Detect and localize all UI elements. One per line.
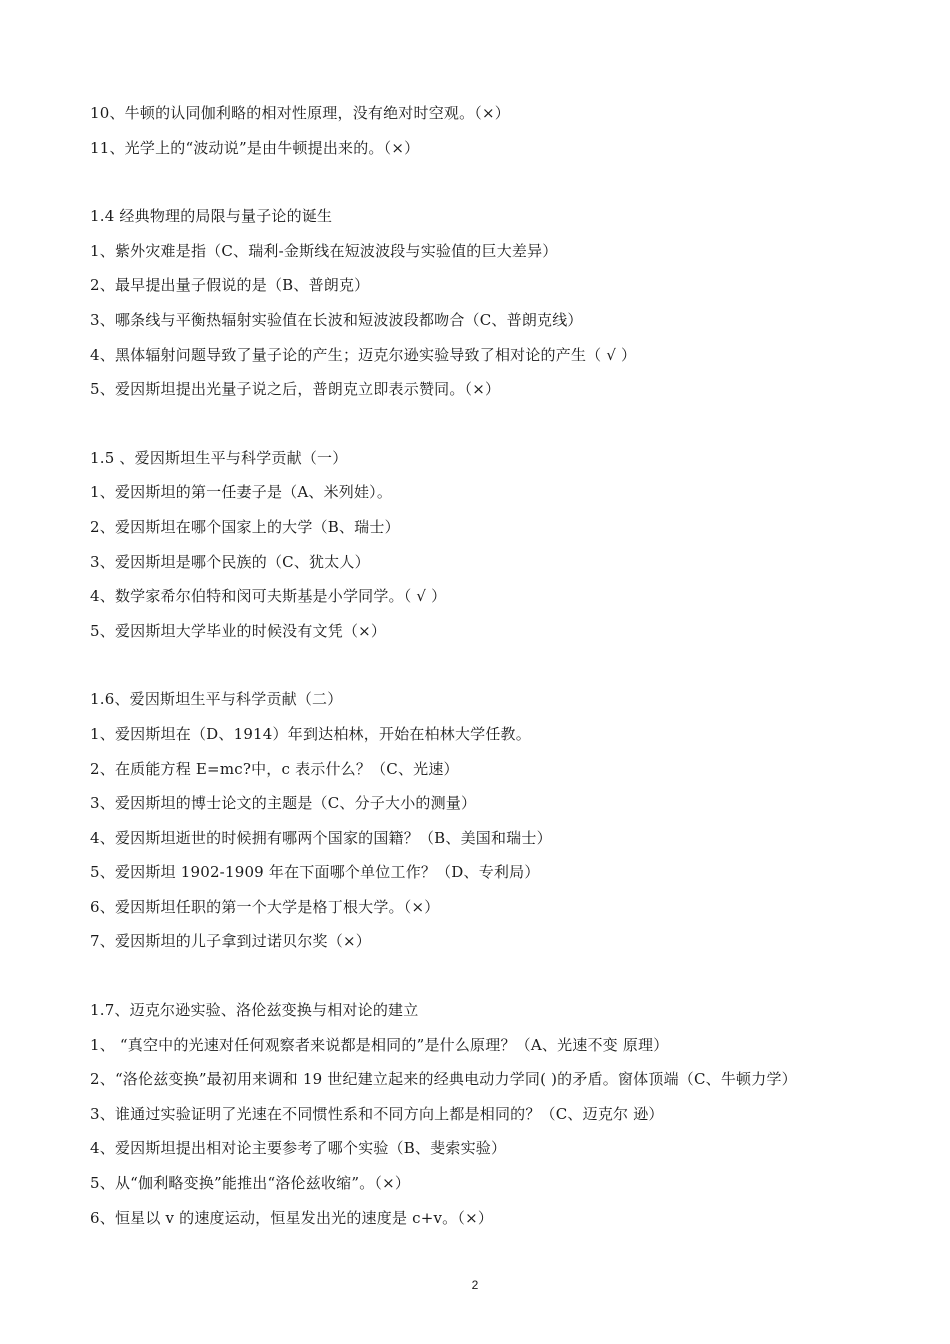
list-item: 4、爱因斯坦逝世的时候拥有哪两个国家的国籍？（B、美国和瑞士） <box>90 828 552 847</box>
list-item: 3、爱因斯坦的博士论文的主题是（C、分子大小的测量） <box>90 794 477 813</box>
list-item: 2、“洛伦兹变换”最初用来调和 19 世纪建立起来的经典电动力学同( )的矛盾。窗体顶端（C、牛顿力学） <box>90 1070 797 1089</box>
list-item: 6、恒星以 v 的速度运动，恒星发出光的速度是 c+v。（×） <box>90 1208 494 1227</box>
list-item: 4、爱因斯坦提出相对论主要参考了哪个实验（B、斐索实验） <box>90 1139 507 1158</box>
list-item: 2、爱因斯坦在哪个国家上的大学（B、瑞士） <box>90 517 400 536</box>
list-item: 5、爱因斯坦 1902-1909 年在下面哪个单位工作？（D、专利局） <box>90 863 540 882</box>
list-item: 1、 “真空中的光速对任何观察者来说都是相同的”是什么原理？（A、光速不变 原理） <box>90 1035 669 1054</box>
list-item: 10、牛顿的认同伽利略的相对性原理，没有绝对时空观。（×） <box>90 104 510 122</box>
list-item: 1、爱因斯坦的第一任妻子是（A、米列娃）。 <box>90 483 393 502</box>
list-item: 1、爱因斯坦在（D、1914）年到达柏林，开始在柏林大学任教。 <box>90 724 531 743</box>
list-item: 3、爱因斯坦是哪个民族的（C、犹太人） <box>90 552 370 571</box>
list-item: 2、在质能方程 E=mc?中，c 表示什么？（C、光速） <box>90 759 459 778</box>
section-1-4 <box>90 199 880 407</box>
list-item: 4、黑体辐射问题导致了量子论的产生；迈克尔逊实验导致了相对论的产生（ √ ） <box>90 345 637 364</box>
section-heading: 1.5 、爱因斯坦生平与科学贡献（一） <box>90 448 348 467</box>
list-item: 6、爱因斯坦任职的第一个大学是格丁根大学。（×） <box>90 897 440 916</box>
document-body <box>90 96 880 1235</box>
list-item: 5、从“伽利略变换”能推出“洛伦兹收缩”。（×） <box>90 1174 411 1193</box>
list-item: 2、最早提出量子假说的是（B、普朗克） <box>90 276 370 295</box>
list-item: 7、爱因斯坦的儿子拿到过诺贝尔奖（×） <box>90 932 371 951</box>
list-item: 5、爱因斯坦提出光量子说之后，普朗克立即表示赞同。（×） <box>90 380 501 399</box>
page-number: 2 <box>471 1278 479 1292</box>
list-item: 3、哪条线与平衡热辐射实验值在长波和短波波段都吻合（C、普朗克线） <box>90 310 583 329</box>
section-1-6 <box>90 682 880 959</box>
section-heading: 1.6、爱因斯坦生平与科学贡献（二） <box>90 690 343 709</box>
section-continuation <box>90 96 880 165</box>
section-1-7 <box>90 993 880 1235</box>
list-item: 11、光学上的“波动说”是由牛顿提出来的。（×） <box>90 138 420 157</box>
list-item: 1、紫外灾难是指（C、瑞利-金斯线在短波波段与实验值的巨大差异） <box>90 241 558 260</box>
section-heading: 1.7、迈克尔逊实验、洛伦兹变换与相对论的建立 <box>90 1001 419 1020</box>
section-heading: 1.4 经典物理的局限与量子论的诞生 <box>90 207 333 226</box>
list-item: 4、数学家希尔伯特和闵可夫斯基是小学同学。（ √ ） <box>90 587 447 606</box>
list-item: 5、爱因斯坦大学毕业的时候没有文凭（×） <box>90 621 387 640</box>
list-item: 3、谁通过实验证明了光速在不同惯性系和不同方向上都是相同的？（C、迈克尔 逊） <box>90 1104 664 1123</box>
section-1-5 <box>90 441 880 649</box>
